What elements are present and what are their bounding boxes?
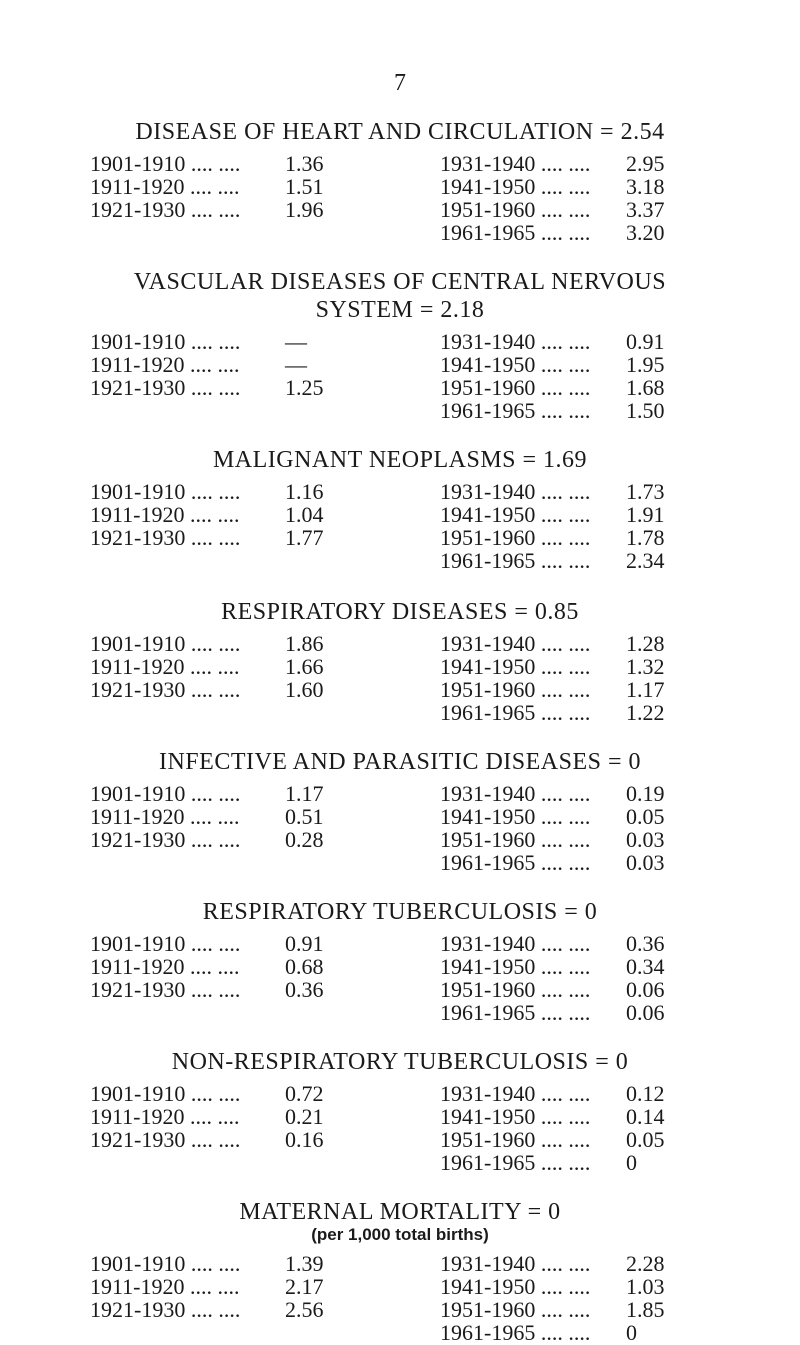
rate-value: 1.17	[285, 781, 324, 806]
rate-value: 0.05	[626, 804, 665, 829]
period-label: 1931-1940 .... ....	[440, 631, 591, 656]
rate-value: 0.68	[285, 954, 324, 979]
rate-value: 1.85	[626, 1297, 665, 1322]
page-number: 7	[394, 70, 406, 96]
rate-value: 1.17	[626, 677, 665, 702]
period-label: 1931-1940 .... ....	[440, 1081, 591, 1106]
table-row	[0, 701, 800, 724]
disease-section	[0, 268, 800, 422]
period-label: 1911-1920 .... ....	[90, 954, 240, 979]
period-label: 1951-1960 .... ....	[440, 677, 591, 702]
period-label: 1951-1960 .... ....	[440, 525, 591, 550]
period-label: 1901-1910 .... ....	[90, 329, 241, 354]
disease-section	[0, 898, 800, 1024]
table-row	[0, 152, 800, 175]
table-row	[0, 632, 800, 655]
period-label: 1921-1930 .... ....	[90, 677, 241, 702]
period-label: 1921-1930 .... ....	[90, 1127, 241, 1152]
period-label: 1901-1910 .... ....	[90, 781, 241, 806]
period-label: 1921-1930 .... ....	[90, 375, 241, 400]
table-row	[0, 330, 800, 353]
period-label: 1931-1940 .... ....	[440, 1251, 591, 1276]
period-label: 1901-1910 .... ....	[90, 931, 241, 956]
rate-value: 1.68	[626, 375, 665, 400]
period-label: 1921-1930 .... ....	[90, 1297, 241, 1322]
rate-value: 0.51	[285, 804, 324, 829]
rate-value: 2.34	[626, 548, 665, 573]
section-title: RESPIRATORY TUBERCULOSIS = 0	[202, 899, 598, 925]
period-label: 1931-1940 .... ....	[440, 931, 591, 956]
rate-value: 1.25	[285, 375, 324, 400]
rate-value: 0.72	[285, 1081, 324, 1106]
rate-value: 0.28	[285, 827, 324, 852]
table-row	[0, 1275, 800, 1298]
rate-value: 1.32	[626, 654, 665, 679]
rate-value: 1.36	[285, 151, 324, 176]
period-label: 1961-1965 .... ....	[440, 220, 591, 245]
table-row	[0, 1105, 800, 1128]
period-label: 1941-1950 .... ....	[440, 654, 591, 679]
period-label: 1901-1910 .... ....	[90, 1251, 241, 1276]
period-label: 1931-1940 .... ....	[440, 479, 591, 504]
table-row	[0, 828, 800, 851]
period-label: 1961-1965 .... ....	[440, 1320, 591, 1345]
rate-value: 1.04	[285, 502, 324, 527]
table-row	[0, 955, 800, 978]
period-label: 1941-1950 .... ....	[440, 502, 591, 527]
rate-value: 2.17	[285, 1274, 324, 1299]
table-row	[0, 221, 800, 244]
section-title: MALIGNANT NEOPLASMS = 1.69	[212, 447, 588, 473]
period-label: 1921-1930 .... ....	[90, 197, 241, 222]
rate-value: 2.56	[285, 1297, 324, 1322]
period-label: 1961-1965 .... ....	[440, 700, 591, 725]
data-rows	[0, 330, 800, 422]
rate-value: 0.06	[626, 1000, 665, 1025]
rate-value: —	[285, 329, 307, 354]
table-row	[0, 1082, 800, 1105]
section-title: INFECTIVE AND PARASITIC DISEASES = 0	[158, 749, 642, 775]
rate-value: 0	[626, 1150, 637, 1175]
period-label: 1911-1920 .... ....	[90, 502, 240, 527]
period-label: 1941-1950 .... ....	[440, 1274, 591, 1299]
disease-section	[0, 118, 800, 244]
disease-section	[0, 598, 800, 724]
period-label: 1931-1940 .... ....	[440, 151, 591, 176]
rate-value: —	[285, 352, 307, 377]
table-row	[0, 175, 800, 198]
table-row	[0, 678, 800, 701]
period-label: 1961-1965 .... ....	[440, 398, 591, 423]
disease-section	[0, 1198, 800, 1344]
table-row	[0, 1128, 800, 1151]
rate-value: 1.03	[626, 1274, 665, 1299]
table-row	[0, 549, 800, 572]
period-label: 1961-1965 .... ....	[440, 1150, 591, 1175]
period-label: 1961-1965 .... ....	[440, 548, 591, 573]
period-label: 1911-1920 .... ....	[90, 654, 240, 679]
data-rows	[0, 152, 800, 244]
data-rows	[0, 1082, 800, 1174]
table-row	[0, 782, 800, 805]
table-row	[0, 480, 800, 503]
section-title: VASCULAR DISEASES OF CENTRAL NERVOUS	[133, 269, 667, 295]
section-title: DISEASE OF HEART AND CIRCULATION = 2.54	[135, 119, 665, 145]
rate-value: 1.50	[626, 398, 665, 423]
rate-value: 0.16	[285, 1127, 324, 1152]
period-label: 1901-1910 .... ....	[90, 151, 241, 176]
rate-value: 1.22	[626, 700, 665, 725]
period-label: 1931-1940 .... ....	[440, 329, 591, 354]
table-row	[0, 376, 800, 399]
rate-value: 1.91	[626, 502, 665, 527]
data-rows	[0, 782, 800, 874]
period-label: 1961-1965 .... ....	[440, 850, 591, 875]
period-label: 1921-1930 .... ....	[90, 827, 241, 852]
rate-value: 0.91	[626, 329, 665, 354]
period-label: 1951-1960 .... ....	[440, 1297, 591, 1322]
rate-value: 1.77	[285, 525, 324, 550]
period-label: 1911-1920 .... ....	[90, 1104, 240, 1129]
rate-value: 0.91	[285, 931, 324, 956]
period-label: 1921-1930 .... ....	[90, 525, 241, 550]
rate-value: 0	[626, 1320, 637, 1345]
section-title: MATERNAL MORTALITY = 0	[239, 1199, 561, 1225]
period-label: 1911-1920 .... ....	[90, 1274, 240, 1299]
period-label: 1951-1960 .... ....	[440, 977, 591, 1002]
period-label: 1901-1910 .... ....	[90, 479, 241, 504]
rate-value: 2.28	[626, 1251, 665, 1276]
period-label: 1951-1960 .... ....	[440, 827, 591, 852]
table-row	[0, 805, 800, 828]
rate-value: 1.66	[285, 654, 324, 679]
rate-value: 0.21	[285, 1104, 324, 1129]
section-subtitle: (per 1,000 total births)	[311, 1225, 489, 1244]
rate-value: 3.20	[626, 220, 665, 245]
rate-value: 0.06	[626, 977, 665, 1002]
rate-value: 1.51	[285, 174, 324, 199]
rate-value: 0.36	[285, 977, 324, 1002]
statistics-sections	[0, 118, 800, 1344]
period-label: 1941-1950 .... ....	[440, 352, 591, 377]
disease-section	[0, 446, 800, 572]
rate-value: 0.05	[626, 1127, 665, 1152]
rate-value: 0.34	[626, 954, 665, 979]
data-rows	[0, 932, 800, 1024]
period-label: 1911-1920 .... ....	[90, 352, 240, 377]
data-rows	[0, 1252, 800, 1344]
section-title: NON-RESPIRATORY TUBERCULOSIS = 0	[171, 1049, 629, 1075]
rate-value: 1.96	[285, 197, 324, 222]
data-rows	[0, 480, 800, 572]
period-label: 1941-1950 .... ....	[440, 1104, 591, 1129]
rate-value: 1.60	[285, 677, 324, 702]
rate-value: 1.16	[285, 479, 324, 504]
table-row	[0, 399, 800, 422]
section-title: RESPIRATORY DISEASES = 0.85	[221, 599, 579, 625]
table-row	[0, 1151, 800, 1174]
table-row	[0, 353, 800, 376]
period-label: 1911-1920 .... ....	[90, 174, 240, 199]
period-label: 1941-1950 .... ....	[440, 954, 591, 979]
rate-value: 1.28	[626, 631, 665, 656]
rate-value: 0.36	[626, 931, 665, 956]
table-row	[0, 1001, 800, 1024]
disease-section	[0, 748, 800, 874]
period-label: 1901-1910 .... ....	[90, 631, 241, 656]
data-rows	[0, 632, 800, 724]
table-row	[0, 851, 800, 874]
rate-value: 1.78	[626, 525, 665, 550]
rate-value: 1.95	[626, 352, 665, 377]
period-label: 1951-1960 .... ....	[440, 375, 591, 400]
table-row	[0, 932, 800, 955]
table-row	[0, 978, 800, 1001]
section-title: SYSTEM = 2.18	[315, 297, 485, 323]
period-label: 1941-1950 .... ....	[440, 804, 591, 829]
rate-value: 0.03	[626, 850, 665, 875]
period-label: 1951-1960 .... ....	[440, 1127, 591, 1152]
rate-value: 1.39	[285, 1251, 324, 1276]
period-label: 1941-1950 .... ....	[440, 174, 591, 199]
table-row	[0, 1252, 800, 1275]
table-row	[0, 198, 800, 221]
rate-value: 1.73	[626, 479, 665, 504]
table-row	[0, 503, 800, 526]
table-row	[0, 1298, 800, 1321]
rate-value: 3.18	[626, 174, 665, 199]
rate-value: 0.03	[626, 827, 665, 852]
period-label: 1951-1960 .... ....	[440, 197, 591, 222]
table-row	[0, 655, 800, 678]
period-label: 1931-1940 .... ....	[440, 781, 591, 806]
period-label: 1961-1965 .... ....	[440, 1000, 591, 1025]
period-label: 1911-1920 .... ....	[90, 804, 240, 829]
disease-section	[0, 1048, 800, 1174]
rate-value: 2.95	[626, 151, 665, 176]
rate-value: 0.14	[626, 1104, 665, 1129]
rate-value: 1.86	[285, 631, 324, 656]
table-row	[0, 526, 800, 549]
period-label: 1901-1910 .... ....	[90, 1081, 241, 1106]
rate-value: 0.19	[626, 781, 665, 806]
table-row	[0, 1321, 800, 1344]
period-label: 1921-1930 .... ....	[90, 977, 241, 1002]
rate-value: 0.12	[626, 1081, 665, 1106]
rate-value: 3.37	[626, 197, 665, 222]
